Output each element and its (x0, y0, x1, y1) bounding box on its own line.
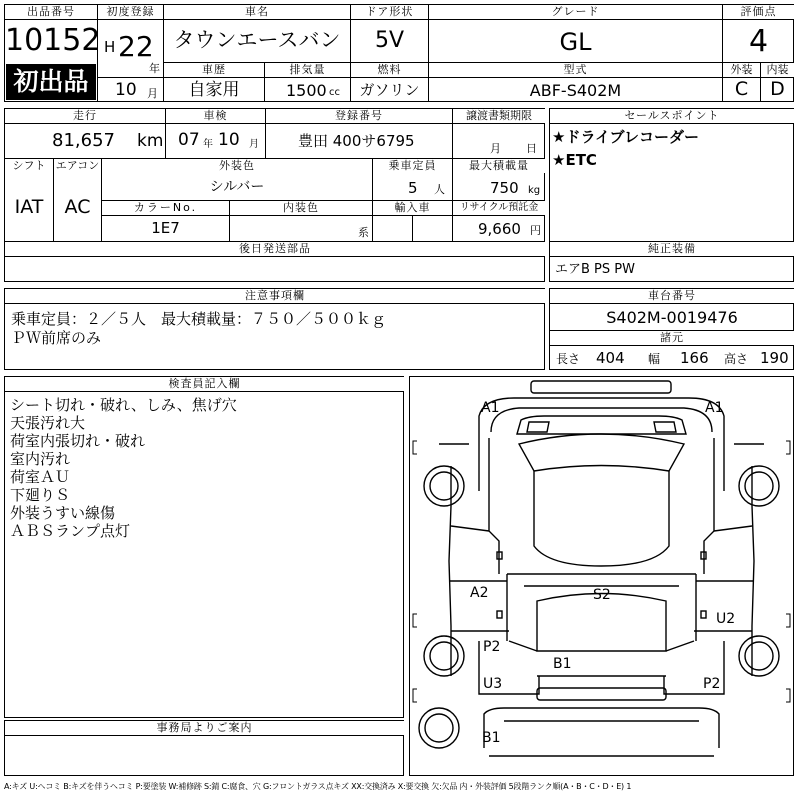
capacity-label: 乗車定員 (373, 159, 452, 173)
inspector-line: シート切れ・破れ、しみ、焦げ穴 (10, 396, 237, 414)
grade-label: グレード (429, 5, 722, 19)
fuel: ガソリン (359, 81, 420, 99)
width-value: 166 (680, 349, 709, 367)
exterior-label: 外装 (723, 63, 760, 77)
interior-grade: D (770, 78, 785, 100)
width-label: 幅 (648, 352, 661, 366)
score: 4 (748, 24, 769, 59)
first-reg-year: 22 (118, 30, 154, 63)
load-label: 最大積載量 (453, 159, 545, 173)
capacity: 5 (408, 179, 418, 197)
ac: AC (64, 196, 91, 218)
mileage-unit: km (137, 131, 164, 151)
damage-mark: B1 (482, 730, 501, 746)
later-parts-label: 後日発送部品 (5, 242, 545, 256)
sales-point-item: ★ETC (552, 151, 597, 169)
recycle: 9,660 (478, 220, 521, 238)
import-label: 輸入車 (373, 201, 452, 215)
legend: A:キズ U:ヘコミ B:キズを伴うヘコミ P:要塗装 W:補修跡 S:錆 C:腐食、穴 G:フロントガラス点キズ XX:交換済み X:要交換 欠:欠品 内・外装評価 5段階ランク順(A・B・C・D・E) 1 (4, 782, 632, 791)
first-reg-month: 10 (115, 80, 137, 100)
inspector-line: 荷室ＡＵ (10, 468, 71, 486)
shift: IAT (14, 196, 44, 218)
plate-label: 登録番号 (266, 109, 452, 123)
car-name-label: 車名 (164, 5, 350, 19)
mileage-label: 走行 (5, 109, 165, 123)
length-value: 404 (596, 349, 625, 367)
inspection-year-suffix: 年 (203, 139, 213, 150)
mileage: 81,657 (52, 130, 115, 151)
score-label: 評価点 (723, 5, 794, 19)
grade: GL (559, 28, 592, 56)
history-label: 車歴 (164, 63, 264, 77)
caution-line: ＰＷ前席のみ (11, 329, 102, 347)
transfer-label: 譲渡書類期限 (453, 109, 545, 123)
load-unit: kg (528, 185, 541, 196)
car-name: タウンエースバン (173, 28, 341, 52)
recycle-label: リサイクル預託金 (453, 201, 545, 215)
chassis-number: S402M-0019476 (606, 308, 738, 327)
first-reg-label: 初度登録 (98, 5, 163, 19)
int-color-label: 内装色 (230, 201, 372, 215)
inspection-year: 07 (178, 130, 200, 150)
color-no-label: カラーNo. (102, 201, 229, 215)
year-suffix: 年 (149, 62, 160, 75)
dims-label: 諸元 (550, 331, 794, 345)
displacement-label: 排気量 (265, 63, 350, 77)
car-diagram (409, 376, 794, 776)
damage-mark: P2 (703, 676, 721, 692)
inspection-month-suffix: 月 (249, 139, 259, 150)
equipment-label: 純正装備 (550, 242, 794, 256)
int-color-suffix: 系 (358, 226, 369, 239)
length-label: 長さ (556, 352, 581, 366)
interior-label: 内装 (761, 63, 794, 77)
inspector-line: 外装うすい線傷 (10, 504, 116, 522)
caution-line: 乗車定員：２／５人 最大積載量：７５０／５００ｋｇ (11, 310, 387, 328)
lot-number: 10152 (5, 23, 101, 58)
model: ABF-S402M (529, 81, 622, 100)
damage-mark: U3 (483, 676, 503, 692)
inspection-label: 車検 (166, 109, 265, 123)
first-listing-text: 初出品 (13, 67, 89, 96)
inspector-line: 荷室内張切れ・破れ (10, 432, 146, 450)
model-label: 型式 (429, 63, 722, 77)
inspector-line: 下廻りＳ (10, 486, 71, 504)
height-label: 高さ (724, 352, 749, 366)
chassis-label: 車台番号 (550, 289, 794, 303)
ac-label: エアコン (55, 159, 100, 172)
inspector-label: 検査員記入欄 (5, 377, 404, 391)
color-label: 外装色 (102, 159, 372, 173)
damage-mark: A1 (705, 400, 724, 416)
recycle-unit: 円 (530, 224, 541, 237)
transfer-month-suffix: 月 (490, 142, 501, 155)
sales-points-label: セールスポイント (550, 109, 794, 123)
inspector-line: 室内汚れ (10, 450, 71, 468)
height-value: 190 (760, 349, 789, 367)
shift-label: シフト (5, 159, 53, 173)
fuel-label: 燃料 (351, 63, 428, 77)
color-no: 1E7 (151, 219, 180, 237)
load: 750 (490, 179, 519, 197)
equipment-value: エアB PS PW (555, 262, 635, 277)
inspector-line: 天張汚れ大 (10, 414, 86, 432)
inspector-line: ＡＢＳランプ点灯 (10, 522, 131, 540)
damage-mark: B1 (553, 656, 572, 672)
displacement-unit: cc (329, 87, 340, 98)
month-suffix: 月 (147, 87, 158, 100)
office-label: 事務局よりご案内 (5, 721, 404, 735)
caution-label: 注意事項欄 (5, 289, 545, 303)
damage-mark: A2 (470, 585, 489, 601)
exterior-grade: C (734, 78, 749, 100)
door-label: ドア形状 (351, 5, 428, 19)
transfer-day-suffix: 日 (526, 142, 537, 155)
exterior-color: シルバー (209, 179, 265, 195)
capacity-unit: 人 (434, 183, 445, 196)
plate-number: 豊田 400サ6795 (298, 132, 415, 150)
displacement: 1500 (286, 81, 327, 100)
inspection-month: 10 (218, 130, 240, 150)
damage-mark: A1 (481, 400, 500, 416)
sales-point-item: ★ドライブレコーダー (552, 128, 699, 146)
damage-mark: P2 (483, 639, 501, 655)
damage-mark: S2 (593, 587, 611, 603)
era: H (104, 38, 116, 56)
door: 5V (374, 28, 405, 53)
damage-mark: U2 (716, 611, 736, 627)
lot-number-label: 出品番号 (5, 5, 97, 19)
history: 自家用 (188, 80, 240, 100)
